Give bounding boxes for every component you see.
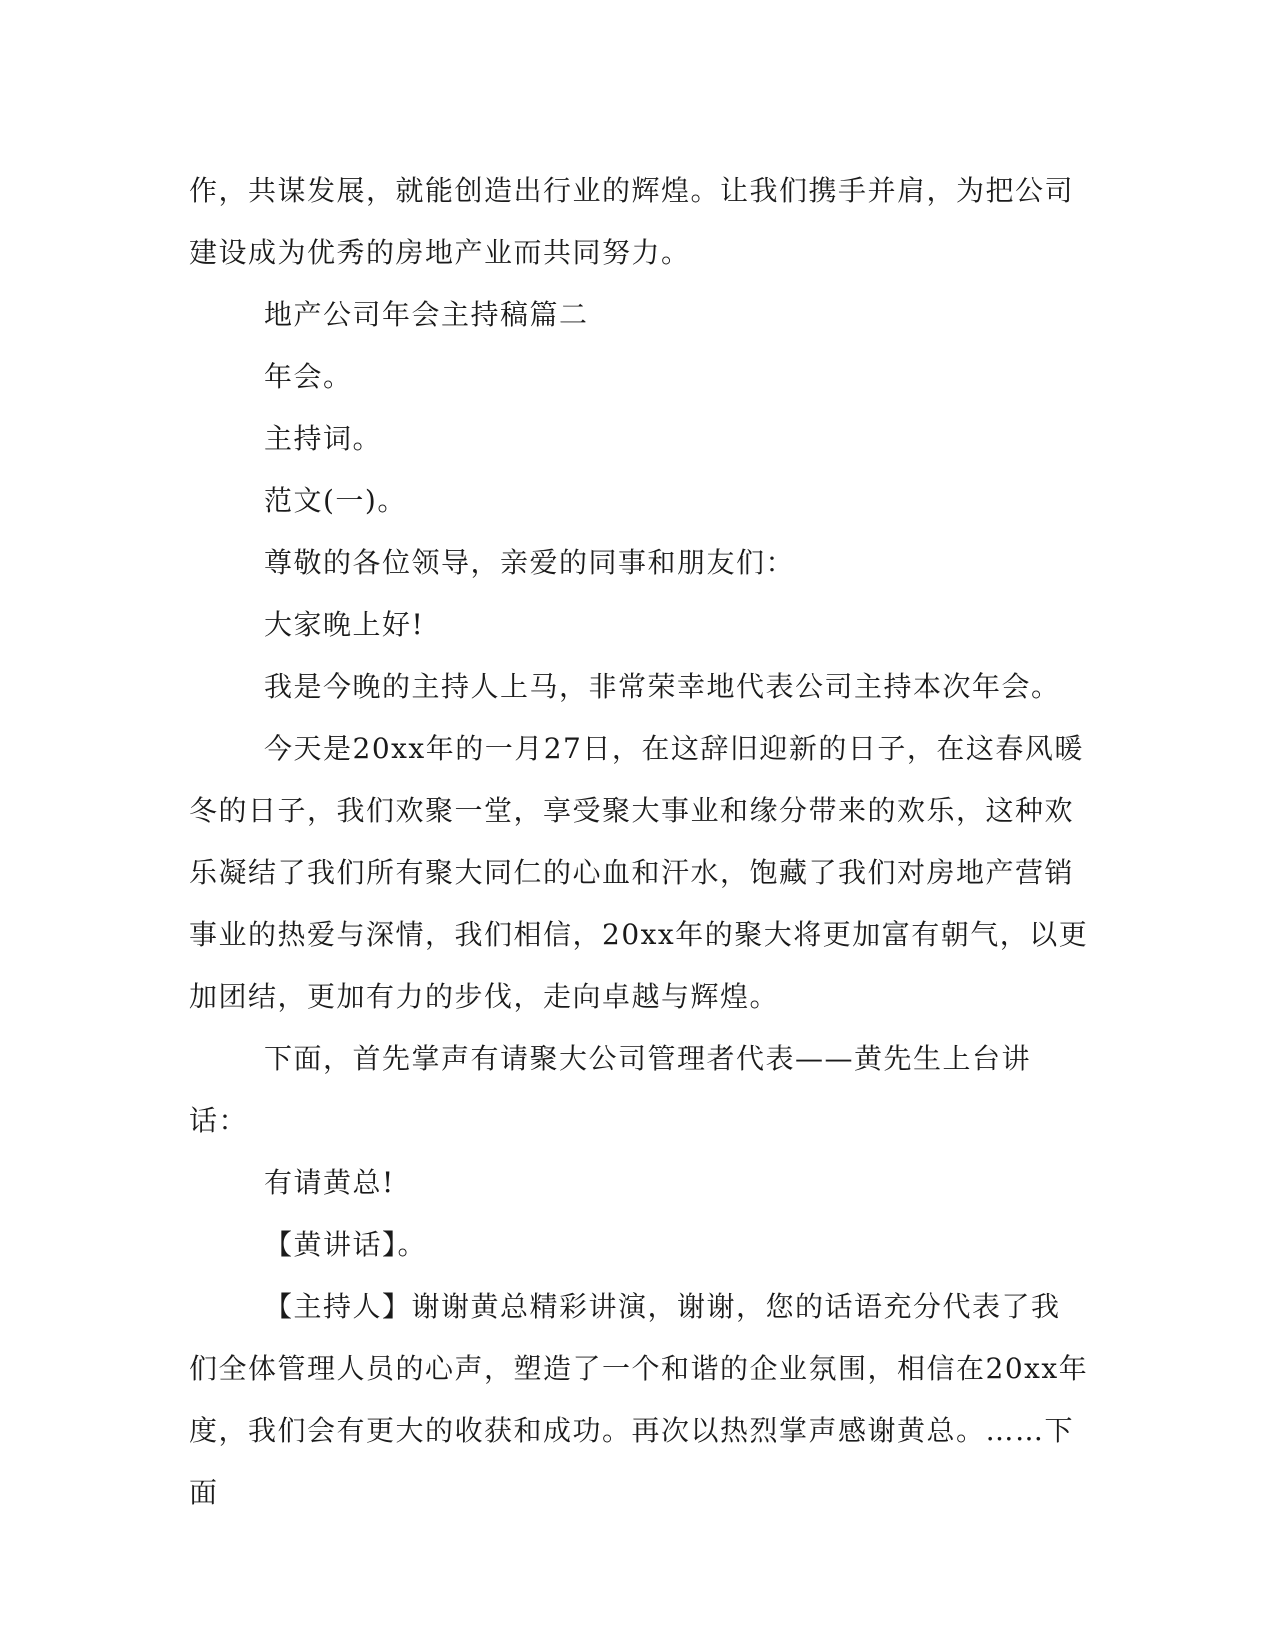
document-body: [189, 160, 1089, 1524]
paragraph: 范文(一)。: [264, 484, 407, 517]
paragraph: 年会。: [264, 360, 353, 393]
paragraph: 【黄讲话】。: [264, 1228, 428, 1261]
paragraph: 有请黄总!: [264, 1166, 395, 1199]
paragraph: 我是今晚的主持人上马，非常荣幸地代表公司主持本次年会。: [264, 670, 1061, 703]
paragraph: 今天是20xx年的一月27日，在这辞旧迎新的日子，在这春风暖冬的日子，我们欢聚一堂，享受聚大事业和缘分带来的欢乐，这种欢乐凝结了我们所有聚大同仁的心血和汗水，饱藏了我们对房地产营销事业的热爱与深情，我们相信，20xx年的聚大将更加富有朝气，以更加团结，更加有力的步伐，走向卓越与辉煌。: [189, 732, 1089, 1013]
paragraph: 大家晚上好!: [264, 608, 425, 641]
paragraph: 【主持人】谢谢黄总精彩讲演，谢谢，您的话语充分代表了我们全体管理人员的心声，塑造了一个和谐的企业氛围，相信在20xx年度，我们会有更大的收获和成功。再次以热烈掌声感谢黄总。……下面: [189, 1290, 1089, 1509]
paragraph-salutation: 尊敬的各位领导，亲爱的同事和朋友们：: [264, 546, 796, 579]
paragraph: 主持词。: [264, 422, 383, 455]
paragraph-continuation: 作，共谋发展，就能创造出行业的辉煌。让我们携手并肩，为把公司建设成为优秀的房地产业而共同努力。: [189, 174, 1075, 269]
paragraph: 下面，首先掌声有请聚大公司管理者代表——黄先生上台讲话：: [189, 1042, 1032, 1137]
section-heading: 地产公司年会主持稿篇二: [264, 298, 589, 331]
